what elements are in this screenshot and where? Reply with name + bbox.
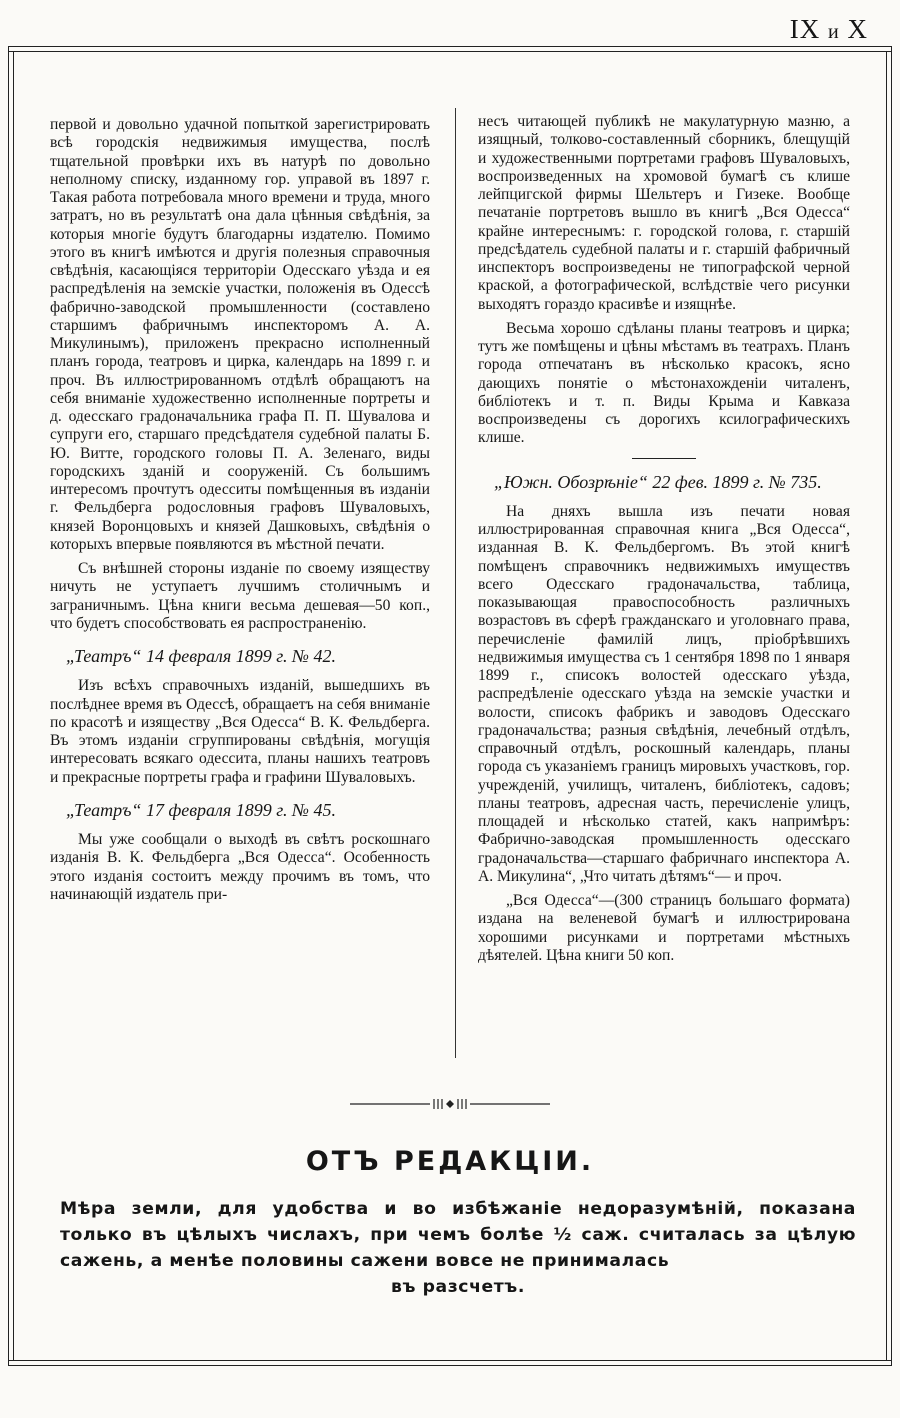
frame-top-outer bbox=[8, 46, 892, 47]
left-paragraph-1: первой и довольно удачной попыткой зарегистрировать всѣ городскія недвижимыя имущества, послѣ тщательной провѣрки ихъ въ натурѣ по довольно неполному списку, изданному гор. управой въ 1897 г. Такая работа потребовала много времени и труда, много затратъ, но въ результатѣ она дала цѣнныя свѣдѣнія, за которыя многіе будутъ благодарны издателю. Помимо этого въ книгѣ имѣются и другія полезныя справочныя свѣдѣнія, касающіяся территоріи Одесскаго уѣзда и ея распредѣленія на земскіе участки, положенія въ Одессѣ фабрично-заводской промышленности (составлено старшимъ фабричнымъ инспекторомъ А. А. Микулинымъ), приложенъ прекрасно исполненный планъ города, театровъ и цирка, календарь на 1899 г. и проч. Въ иллюстрированномъ отдѣлѣ обращаютъ на себя вниманіе художественно исполненные портреты и д. одесскаго градоначальника графа П. П. Шувалова и супруги его, старшаго предсѣдателя судебной палаты Б. Ю. Витте, городского головы П. А. Зеленаго, виды городскихъ зданій и сооруженій. Съ большимъ интересомъ прочтутъ одесситы помѣщенныя въ изданіи г. Фельдберга родословныя графовъ Шуваловыхъ, князей Воронцовыхъ и князей Дашковыхъ, свѣдѣнія о которыхъ впервые появляются въ мѣстной печати. bbox=[50, 116, 430, 553]
left-paragraph-4: Мы уже сообщали о выходѣ въ свѣтъ роскошнаго изданія В. К. Фельдберга „Вся Одесса“. Особенность этого изданія состоитъ между прочимъ въ томъ, что начинающій издатель при- bbox=[50, 831, 430, 903]
frame-bottom-inner bbox=[8, 1360, 892, 1361]
editorial-last-line: въ разсчетъ. bbox=[391, 1277, 525, 1297]
right-paragraph-1: несъ читающей публикѣ не макулатурную мазню, а изящный, толково-составленный сборникъ, блещущій и художественными портретами графовъ Шуваловыхъ, воспроизведенных на хромовой бумагѣ съ клише лейпцигской фирмы Шельтеръ и Гизеке. Вообще печатаніе портретовъ вышло въ книгѣ „Вся Одесса“ крайне интереснымъ: г. городской голова, г. старшій предсѣдатель судебной палаты и г. старшій фабричный инспекторъ воспроизведены не типографской черной краской, а фотографической, вслѣдствіе чего рисунки выходятъ гораздо красивѣе и изящнѣе. bbox=[478, 113, 850, 313]
column-divider bbox=[455, 108, 456, 1058]
right-paragraph-4: „Вся Одесса“—(300 страницъ большаго формата) издана на веленевой бумагѣ и иллюстрирована хорошими рисунками и портретами мѣстныхъ дѣятелей. Цѣна книги 50 коп. bbox=[478, 892, 850, 964]
page-number-connector: и bbox=[828, 21, 840, 43]
editorial-text: Мѣра земли, для удобства и во избѣжаніе недоразумѣній, показана только въ цѣлыхъ числахъ, при чемъ болѣе ½ саж. считалась за цѣлую сажень, а менѣе половины сажени вовсе не принималась bbox=[60, 1199, 856, 1271]
ornament-divider bbox=[350, 1097, 550, 1111]
right-paragraph-3: На дняхъ вышла изъ печати новая иллюстрированная справочная книга „Вся Одесса“, изданная В. К. Фельдбергомъ. Въ этой книгѣ помѣщенъ справочникъ недвижимыхъ имуществъ всего Одесскаго градоначальства, таблица, показывающая правоспособность различныхъ возрастовъ въ сферѣ гражданскаго и уголовнаго права, перечисленіе фамилій лицъ, пріобрѣвшихъ недвижимыя имущества съ 1 сентября 1898 по 1 января 1899 г., списокъ волостей одесскаго уѣзда, распредѣленіе одесскаго уѣзда на земскіе участки и волости, списокъ фабрикъ и заводовъ Одесскаго градоначальства; разныя свѣдѣнія, лечебный отдѣлъ, справочный отдѣлъ, роскошный календарь, планы города съ указаніемъ границъ мировыхъ участковъ, гор. учрежденій, училищъ, читаленъ, библіотекъ, садовъ; планы театровъ, адресная часть, перечисленіе улицъ, площадей и нѣсколько статей, какъ напримѣръ: Фабрично-заводская промышленность одесскаго градоначальства—старшаго фабричнаго инспектора А. А. Микулина“, „Что читать дѣтямъ“— и проч. bbox=[478, 502, 850, 885]
right-column bbox=[478, 113, 850, 965]
page-number bbox=[790, 14, 868, 45]
right-paragraph-2: Весьма хорошо сдѣланы планы театровъ и цирка; тутъ же помѣщены и цѣны мѣстамъ въ театрахъ. Планъ города отпечатанъ въ нѣсколько красокъ, ясно дающихъ понятіе о мѣстонахожденіи читаленъ, библіотекъ и т. п. Виды Крыма и Кавказа воспроизведены съ дорогихъ ксилографическихъ клише. bbox=[478, 319, 850, 447]
editorial-body bbox=[60, 1196, 856, 1300]
editorial-title: ОТЪ РЕДАКЦІИ. bbox=[305, 1146, 595, 1177]
left-paragraph-3: Изъ всѣхъ справочныхъ изданій, вышедшихъ въ послѣднее время въ Одессѣ, обращаетъ на себя вниманіе по красотѣ и изяществу „Вся Одесса“ В. К. Фельдберга. Въ этомъ изданіи сгруппированы свѣдѣнія, могущія интересовать всякаго одессита, планы нашихъ театровъ и прекрасные портреты графа и графини Шуваловыхъ. bbox=[50, 677, 430, 786]
left-heading-1: „Театръ“ 14 февраля 1899 г. № 42. bbox=[66, 646, 336, 666]
left-heading-2: „Театръ“ 17 февраля 1899 г. № 45. bbox=[66, 799, 336, 820]
page-number-b: X bbox=[847, 14, 868, 44]
right-heading-1: „Южн. Обозрѣніе“ 22 фев. 1899 г. № 735. bbox=[494, 471, 822, 492]
section-rule bbox=[632, 458, 696, 459]
page-number-a: IX bbox=[789, 14, 821, 44]
frame-bottom-outer bbox=[8, 1365, 892, 1366]
left-column bbox=[50, 116, 430, 904]
left-paragraph-2: Съ внѣшней стороны изданіе по своему изяществу ничуть не уступаетъ лучшимъ столичнымъ и заграничнымъ. Цѣна книги весьма дешевая—50 коп., что будетъ способствовать ея распространенію. bbox=[50, 560, 430, 632]
frame-top-inner bbox=[8, 51, 892, 52]
